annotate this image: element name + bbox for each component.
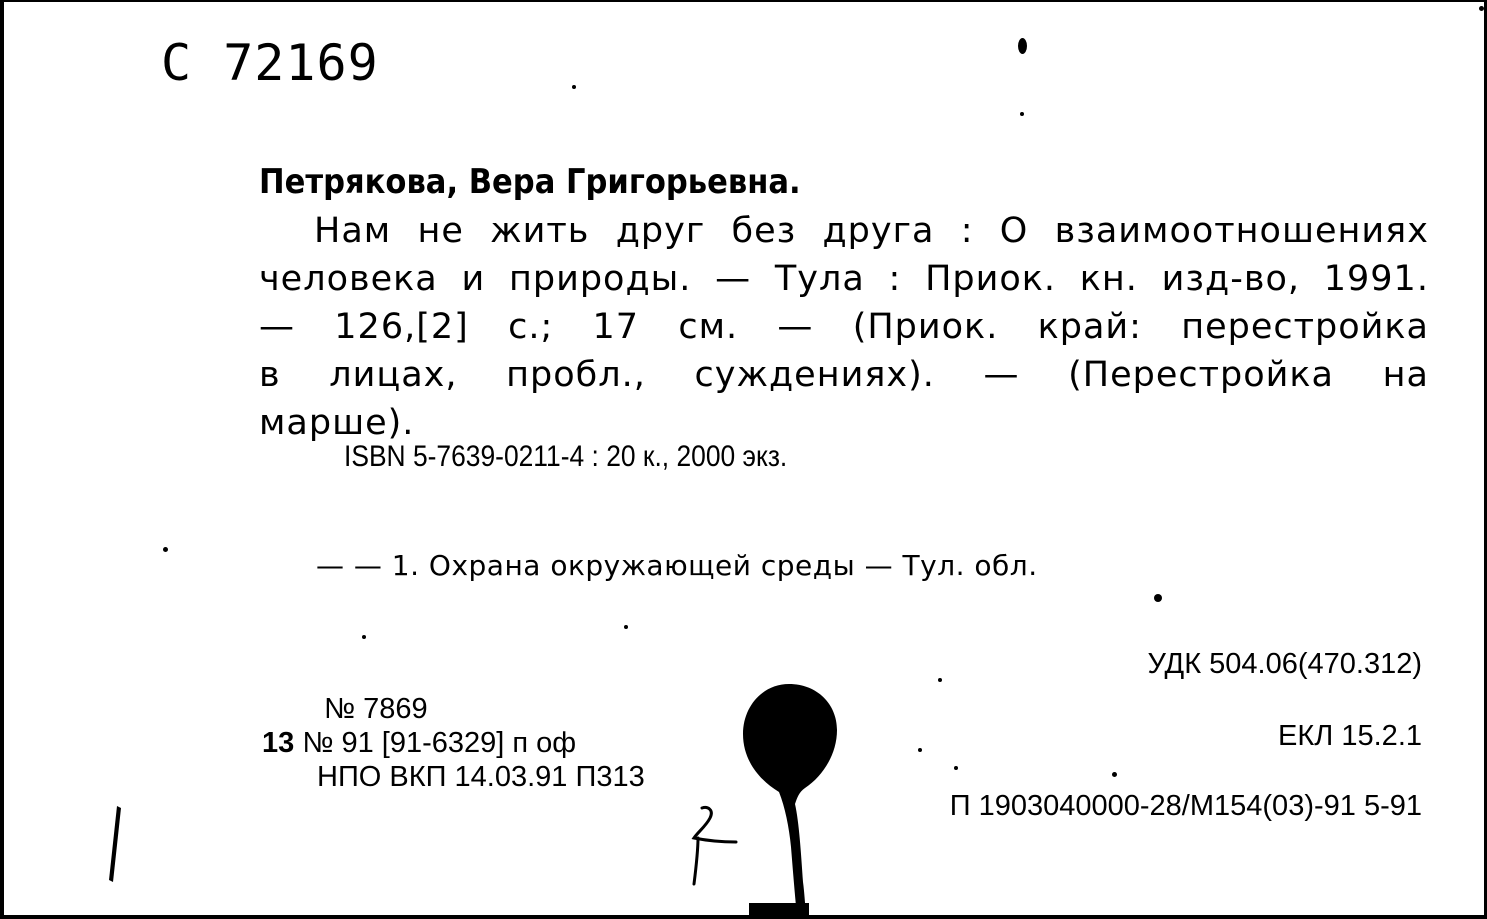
handwritten-mark-icon xyxy=(684,802,754,887)
speck xyxy=(624,625,628,629)
description-line: — 126,[2] с.; 17 см. — (Приок. край: перестройка xyxy=(259,307,1429,347)
speck xyxy=(938,678,942,682)
description-line: человека и природы. — Тула : Приок. кн. изд-во, 1991. xyxy=(259,259,1429,299)
punch-hole-icon xyxy=(739,682,849,917)
description-line: в лицах, пробл., суждениях). — (Перестройка на xyxy=(259,355,1429,395)
print-details: № 91 [91-6329] п оф xyxy=(302,727,577,759)
speck xyxy=(1020,112,1024,116)
stamp-bottom-icon xyxy=(749,897,809,917)
print-prefix: 13 xyxy=(262,727,295,759)
speck xyxy=(362,635,366,639)
speck xyxy=(1479,6,1484,11)
speck xyxy=(1018,38,1027,54)
npo-line: НПО ВКП 14.03.91 П313 xyxy=(317,761,645,793)
isbn-price-line: ISBN 5-7639-0211-4 : 20 к., 2000 экз. xyxy=(344,440,788,473)
speck xyxy=(1154,594,1162,602)
speck xyxy=(163,547,168,552)
print-line xyxy=(262,726,645,760)
udk-code: УДК 504.06(470.312) xyxy=(1147,648,1422,680)
description-line: марше). xyxy=(259,403,415,443)
bibliographic-description xyxy=(259,207,1429,447)
speck xyxy=(954,766,958,770)
speck xyxy=(918,748,922,752)
print-info xyxy=(262,692,645,794)
order-number: № 7869 xyxy=(324,693,428,725)
speck xyxy=(1112,772,1117,777)
ekl-code: ЕКЛ 15.2.1 xyxy=(1278,720,1422,752)
subject-heading: — — 1. Охрана окружающей среды — Тул. обл. xyxy=(316,549,1038,582)
author-heading: Петрякова, Вера Григорьевна. xyxy=(259,162,801,202)
description-line: Нам не жить друг без друга : О взаимоотношениях xyxy=(314,211,1429,251)
call-number: С 72169 xyxy=(161,34,379,92)
pencil-mark-icon xyxy=(99,802,129,887)
publisher-code: П 1903040000-28/М154(03)-91 5-91 xyxy=(949,790,1422,822)
speck xyxy=(572,85,576,89)
